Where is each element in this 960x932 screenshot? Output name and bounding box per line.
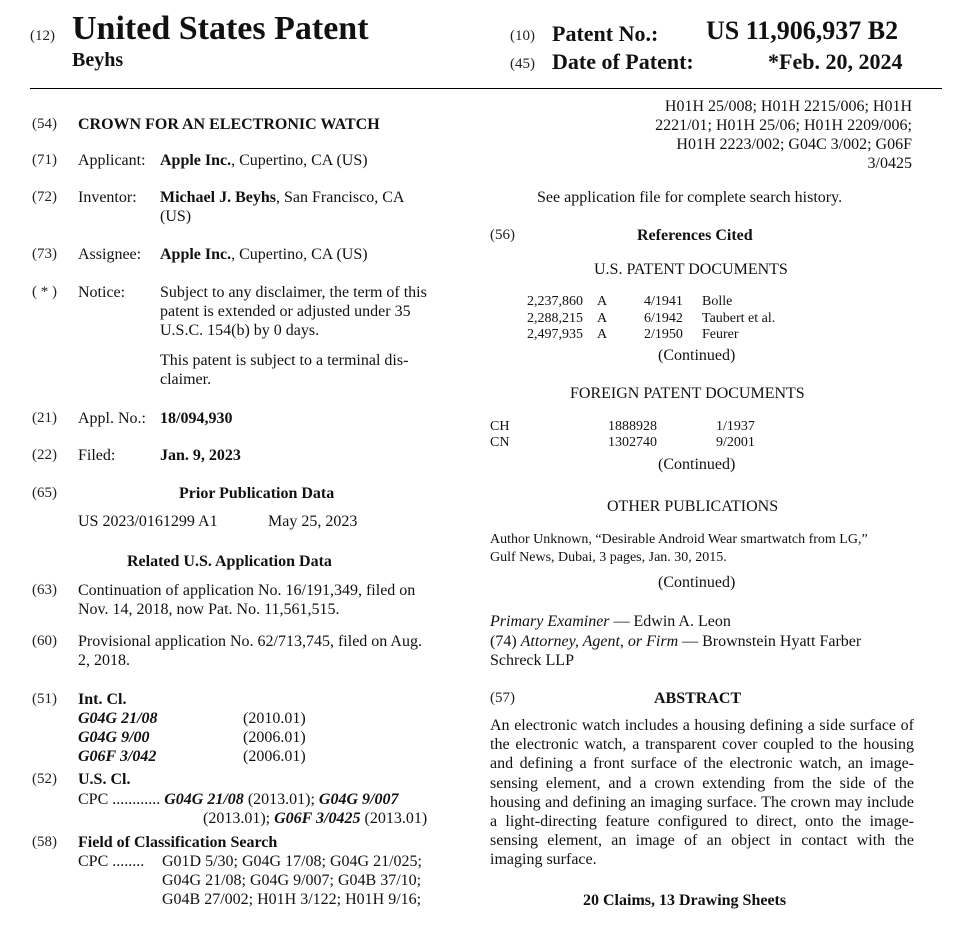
- ref-name: Bolle: [702, 294, 733, 309]
- int-cl-version: (2006.01): [243, 748, 306, 765]
- assignee-location: , Cupertino, CA (US): [231, 246, 368, 263]
- claims-drawings-summary: 20 Claims, 13 Drawing Sheets: [583, 892, 787, 909]
- search-class-line: H01H 2223/002; G04C 3/002; G06F: [676, 136, 912, 153]
- applicant-value: [160, 151, 368, 170]
- us-cl-line: [78, 790, 398, 809]
- cpc-leader: ............: [112, 791, 161, 808]
- other-publication-line: Author Unknown, “Desirable Android Wear smartwatch from LG,”: [490, 532, 868, 547]
- field-of-search-heading: Field of Classification Search: [78, 834, 278, 851]
- int-cl-heading: Int. Cl.: [78, 691, 127, 708]
- ref-kind: A: [597, 311, 608, 326]
- inid-code-72: (72): [32, 189, 57, 205]
- appl-no-value: 18/094,930: [160, 410, 233, 427]
- terminal-disclaimer-line: claimer.: [160, 371, 212, 388]
- related-application-heading: Related U.S. Application Data: [127, 553, 332, 570]
- foreign-date: 1/1937: [716, 419, 755, 434]
- filed-label: Filed:: [78, 447, 116, 464]
- inid-code-22: (22): [32, 447, 57, 463]
- patent-number: US 11,906,937 B2: [706, 16, 899, 45]
- cpc-class: G04G 9/007: [318, 791, 399, 808]
- int-cl-class: G06F 3/042: [78, 748, 157, 765]
- inid-code-52: (52): [32, 771, 57, 787]
- inid-code-74: (74): [490, 633, 517, 650]
- int-cl-version: (2006.01): [243, 729, 306, 746]
- inventor-country: (US): [160, 208, 192, 225]
- primary-examiner-label: Primary Examiner: [490, 613, 610, 630]
- inid-code-10: (10): [510, 28, 535, 44]
- other-publication-line: Gulf News, Dubai, 3 pages, Jan. 30, 2015.: [490, 550, 727, 565]
- search-class-line: 3/0425: [867, 155, 912, 172]
- inid-code-57: (57): [490, 690, 515, 706]
- inventor-name: Michael J. Beyhs: [160, 189, 276, 206]
- terminal-disclaimer-line: This patent is subject to a terminal dis-: [160, 352, 409, 369]
- inid-code-45: (45): [510, 56, 535, 72]
- inid-code-56: (56): [490, 227, 515, 243]
- inid-code-21: (21): [32, 410, 57, 426]
- notice-code: ( * ): [32, 284, 57, 300]
- ref-number: 2,288,215: [527, 311, 583, 326]
- inid-code-71: (71): [32, 152, 57, 168]
- assignee-name: Apple Inc.: [160, 246, 232, 263]
- foreign-number: 1888928: [608, 419, 657, 434]
- foreign-country: CH: [490, 419, 510, 434]
- search-class-line: G01D 5/30; G04G 17/08; G04G 21/025;: [162, 853, 422, 870]
- continued-note: (Continued): [658, 347, 736, 364]
- ref-kind: A: [597, 294, 608, 309]
- search-class-line: G04G 21/08; G04G 9/007; G04B 37/10;: [162, 872, 422, 889]
- cpc-version: (2013.01);: [203, 810, 275, 827]
- prior-publication-date: May 25, 2023: [268, 513, 358, 530]
- assignee-label: Assignee:: [78, 246, 142, 263]
- inid-code-12: (12): [30, 28, 55, 44]
- assignee-value: [160, 245, 368, 264]
- notice-line: patent is extended or adjusted under 35: [160, 303, 411, 320]
- references-heading: References Cited: [637, 227, 753, 244]
- ref-date: 2/1950: [644, 327, 683, 342]
- inventor-label: Inventor:: [78, 189, 137, 206]
- inid-code-73: (73): [32, 246, 57, 262]
- attorney-name-line2: Schreck LLP: [490, 652, 574, 669]
- inid-code-58: (58): [32, 834, 57, 850]
- ref-date: 4/1941: [644, 294, 683, 309]
- ref-kind: A: [597, 327, 608, 342]
- search-class-line: G04B 27/002; H01H 3/122; H01H 9/16;: [162, 891, 422, 908]
- primary-examiner-name: — Edwin A. Leon: [609, 613, 731, 630]
- other-publications-heading: OTHER PUBLICATIONS: [607, 498, 779, 515]
- ref-number: 2,497,935: [527, 327, 583, 342]
- notice-line: Subject to any disclaimer, the term of this: [160, 284, 427, 301]
- continued-note: (Continued): [658, 574, 736, 591]
- foreign-docs-heading: FOREIGN PATENT DOCUMENTS: [570, 385, 805, 402]
- prior-publication-heading: Prior Publication Data: [179, 485, 335, 502]
- continuation-line: Nov. 14, 2018, now Pat. No. 11,561,515.: [78, 601, 340, 618]
- date-of-patent-label: Date of Patent:: [552, 49, 694, 74]
- inid-code-65: (65): [32, 485, 57, 501]
- patent-number-label: Patent No.:: [552, 21, 659, 46]
- date-of-patent: *Feb. 20, 2024: [768, 49, 903, 74]
- prior-publication-number: US 2023/0161299 A1: [78, 513, 218, 530]
- search-history-note: See application file for complete search history.: [537, 189, 843, 206]
- us-cl-heading: U.S. Cl.: [78, 771, 131, 788]
- foreign-number: 1302740: [608, 435, 657, 450]
- inventor-location: , San Francisco, CA: [276, 189, 405, 206]
- continued-note: (Continued): [658, 456, 736, 473]
- inid-code-63: (63): [32, 582, 57, 598]
- cpc-version: (2013.01): [360, 810, 428, 827]
- notice-line: U.S.C. 154(b) by 0 days.: [160, 322, 320, 339]
- continuation-line: Continuation of application No. 16/191,349, filed on: [78, 582, 416, 599]
- provisional-line: Provisional application No. 62/713,745, filed on Aug.: [78, 633, 422, 650]
- applicant-location: , Cupertino, CA (US): [231, 152, 368, 169]
- cpc-class: G06F 3/0425: [274, 810, 361, 827]
- inid-code-51: (51): [32, 691, 57, 707]
- attorney-label: Attorney, Agent, or Firm: [520, 633, 679, 650]
- search-class-line: 2221/01; H01H 25/06; H01H 2209/006;: [655, 117, 912, 134]
- attorney-name: — Brownstein Hyatt Farber: [678, 633, 862, 650]
- appl-no-label: Appl. No.:: [78, 410, 146, 427]
- abstract-text: An electronic watch includes a housing defining a side surface of the electronic watch, a transparent cover coupled to the housing and defining a front surface of the electronic watch, an image-sensing element, and a crown extending from the side of the housing and defining an imaging surface. The crown may include a light-directing feature configured to direct, onto the image-sensing element, an image of an object in contact with the imaging surface.: [490, 717, 914, 869]
- inventor-surname: Beyhs: [72, 49, 124, 71]
- int-cl-version: (2010.01): [243, 710, 306, 727]
- header-rule: [30, 88, 942, 89]
- cpc-class: G04G 21/08: [164, 791, 244, 808]
- attorney: [490, 632, 861, 651]
- primary-examiner: [490, 612, 731, 631]
- us-cl-line: [203, 809, 427, 828]
- cpc-version: (2013.01);: [243, 791, 319, 808]
- abstract-heading: ABSTRACT: [654, 690, 742, 707]
- ref-name: Feurer: [702, 327, 739, 342]
- provisional-line: 2, 2018.: [78, 652, 130, 669]
- cpc-label: CPC: [78, 791, 109, 808]
- applicant-name: Apple Inc.: [160, 152, 232, 169]
- search-class-line: H01H 25/008; H01H 2215/006; H01H: [664, 98, 912, 115]
- ref-name: Taubert et al.: [702, 311, 776, 326]
- int-cl-class: G04G 21/08: [78, 710, 158, 727]
- ref-date: 6/1942: [644, 311, 683, 326]
- inid-code-60: (60): [32, 633, 57, 649]
- document-type-title: United States Patent: [72, 10, 369, 47]
- us-patent-docs-heading: U.S. PATENT DOCUMENTS: [594, 261, 788, 278]
- foreign-date: 9/2001: [716, 435, 755, 450]
- search-cpc-label: CPC ........: [78, 853, 145, 870]
- int-cl-class: G04G 9/00: [78, 729, 150, 746]
- ref-number: 2,237,860: [527, 294, 583, 309]
- applicant-label: Applicant:: [78, 152, 146, 169]
- notice-label: Notice:: [78, 284, 126, 301]
- filed-value: Jan. 9, 2023: [160, 447, 241, 464]
- patent-title: CROWN FOR AN ELECTRONIC WATCH: [78, 116, 380, 133]
- inid-code-54: (54): [32, 116, 57, 132]
- foreign-country: CN: [490, 435, 510, 450]
- inventor-value: [160, 188, 404, 207]
